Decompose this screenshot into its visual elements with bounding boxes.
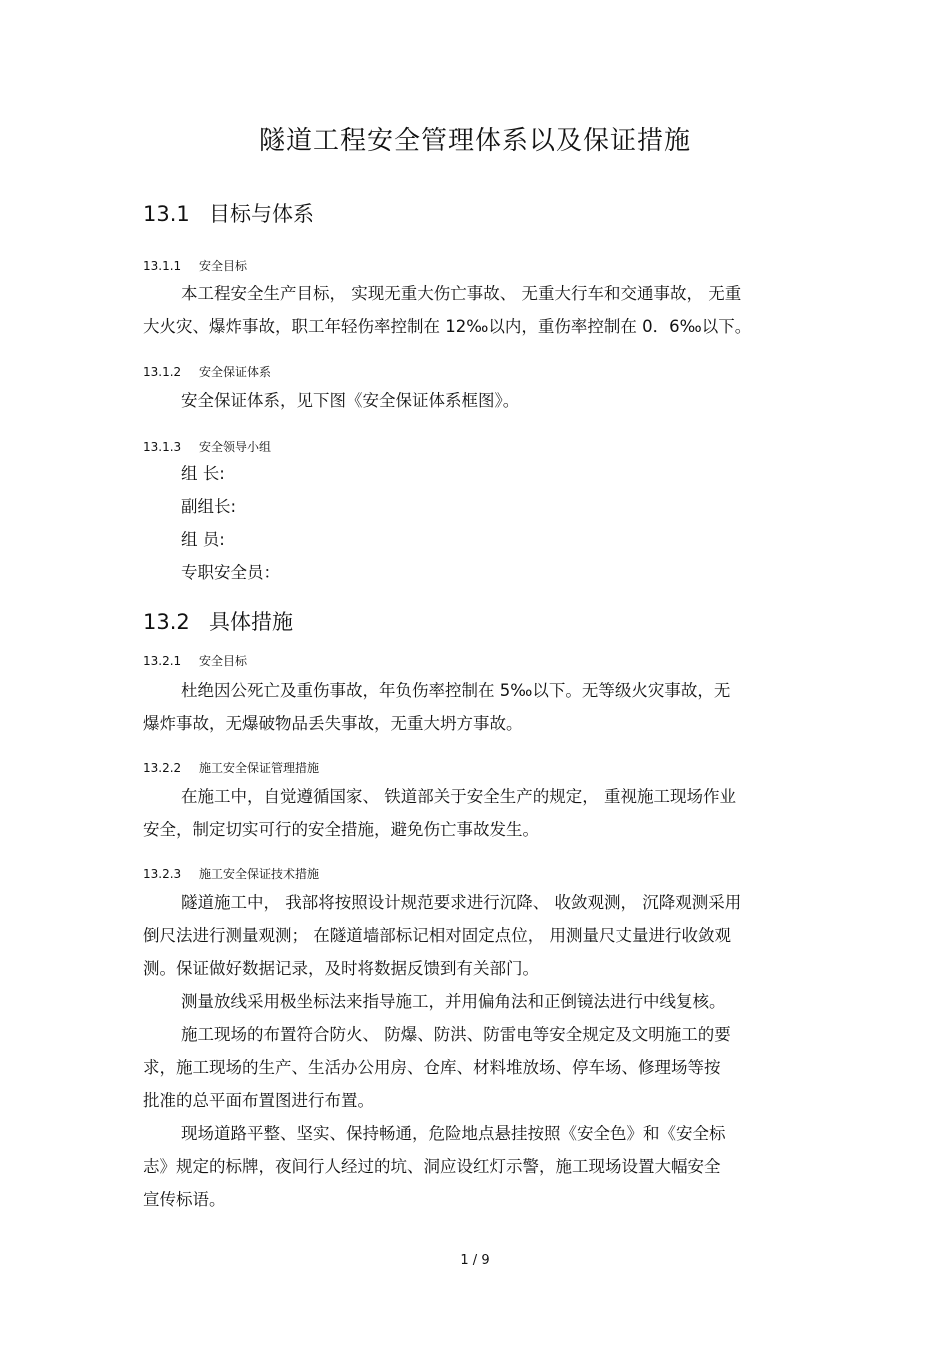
- section-heading-13-1: [143, 200, 314, 228]
- subsection-number: 13.2.2: [143, 761, 182, 775]
- text-line: 测量放线采用极坐标法来指导施工，并用偏角法和正倒镜法进行中线复核。: [181, 992, 726, 1011]
- field-safety-officer: 专职安全员：: [181, 563, 280, 582]
- subsection-title: 安全领导小组: [199, 440, 272, 454]
- text-line: 宣传标语。: [143, 1190, 226, 1209]
- section-number: 13.1: [143, 202, 190, 226]
- paragraph-13-1-1: [143, 277, 803, 343]
- paragraph-13-2-1: [143, 674, 803, 740]
- subsection-heading-13-1-3: [143, 439, 271, 455]
- text-line: 施工现场的布置符合防火、 防爆、防洪、防雷电等安全规定及文明施工的要: [181, 1025, 731, 1044]
- section-title: 具体措施: [209, 610, 293, 634]
- text-line: 在施工中，自觉遵循国家、 铁道部关于安全生产的规定， 重视施工现场作业: [181, 787, 736, 806]
- subsection-title: 施工安全保证技术措施: [199, 867, 320, 881]
- subsection-title: 安全目标: [199, 259, 248, 273]
- text-line: 志》规定的标牌，夜间行人经过的坑、洞应设红灯示警，施工现场设置大幅安全: [143, 1157, 721, 1176]
- text-line: 求，施工现场的生产、生活办公用房、仓库、材料堆放场、停车场、修理场等按: [143, 1058, 721, 1077]
- paragraph-13-2-2: [143, 780, 803, 846]
- text-line: 倒尺法进行测量观测； 在隧道墙部标记相对固定点位， 用测量尺丈量进行收敛观: [143, 926, 731, 945]
- text-line: 安全保证体系，见下图《安全保证体系框图》。: [181, 391, 520, 410]
- text-line: 爆炸事故，无爆破物品丢失事故，无重大坍方事故。: [143, 714, 523, 733]
- subsection-number: 13.2.3: [143, 867, 182, 881]
- text-line: 测。保证做好数据记录，及时将数据反馈到有关部门。: [143, 959, 539, 978]
- subsection-number: 13.1.3: [143, 440, 182, 454]
- subsection-title: 安全目标: [199, 654, 248, 668]
- subsection-number: 13.1.2: [143, 365, 182, 379]
- subsection-title: 施工安全保证管理措施: [199, 761, 320, 775]
- field-leader: 组 长:: [181, 464, 225, 483]
- paragraph-13-2-3: [143, 886, 803, 1216]
- text-line: 安全，制定切实可行的安全措施，避免伤亡事故发生。: [143, 820, 539, 839]
- subsection-number: 13.2.1: [143, 654, 182, 668]
- section-heading-13-2: [143, 608, 293, 636]
- page-number: 1 / 9: [460, 1253, 490, 1268]
- subsection-heading-13-2-2: [143, 760, 319, 776]
- text-line: 现场道路平整、坚实、保持畅通，危险地点悬挂按照《安全色》和《安全标: [181, 1124, 726, 1143]
- field-members: 组 员:: [181, 530, 225, 549]
- text-line: 本工程安全生产目标， 实现无重大伤亡事故、 无重大行车和交通事故， 无重: [181, 284, 742, 303]
- text-line: 大火灾、爆炸事故，职工年轻伤率控制在 12‰以内，重伤率控制在 0．6‰以下。: [143, 317, 752, 336]
- document-title: 隧道工程安全管理体系以及保证措施: [258, 126, 691, 156]
- paragraph-13-1-2: [143, 384, 803, 417]
- subsection-heading-13-2-1: [143, 653, 247, 669]
- section-number: 13.2: [143, 610, 190, 634]
- text-line: 杜绝因公死亡及重伤事故，年负伤率控制在 5‰以下。无等级火灾事故，无: [181, 681, 731, 700]
- subsection-heading-13-1-1: [143, 258, 247, 274]
- subsection-number: 13.1.1: [143, 259, 182, 273]
- subsection-heading-13-1-2: [143, 364, 271, 380]
- text-line: 批准的总平面布置图进行布置。: [143, 1091, 374, 1110]
- field-deputy-leader: 副组长:: [181, 497, 237, 516]
- subsection-title: 安全保证体系: [199, 365, 272, 379]
- text-line: 隧道施工中， 我部将按照设计规范要求进行沉降、 收敛观测， 沉降观测采用: [181, 893, 742, 912]
- subsection-heading-13-2-3: [143, 866, 319, 882]
- section-title: 目标与体系: [209, 202, 314, 226]
